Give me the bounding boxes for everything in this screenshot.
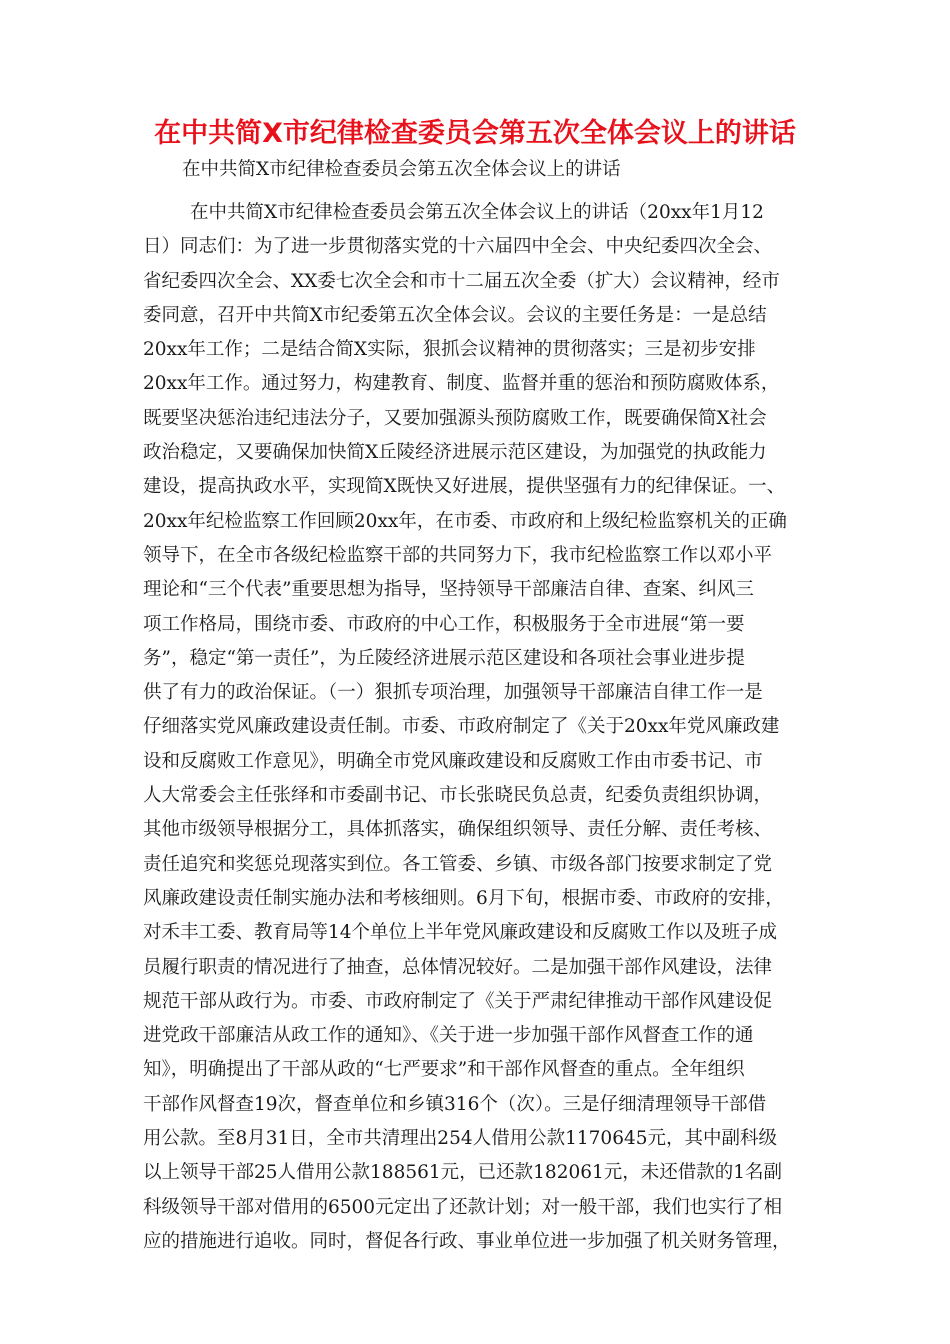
body-line: 知》，明确提出了干部从政的“七严要求”和干部作风督查的重点。全年组织 [143,1059,745,1081]
body-line: 省纪委四次全会、XX委七次全会和市十二届五次全委（扩大）会议精神，经市 [143,270,780,292]
body-line: 进党政干部廉洁从政工作的通知》、《关于进一步加强干部作风督查工作的通 [143,1025,754,1047]
body-line: 20xx年工作；二是结合简X实际，狠抓会议精神的贯彻落实；三是初步安排 [143,339,756,361]
body-line: 项工作格局，围绕市委、市政府的中心工作，积极服务于全市进展“第一要 [143,613,745,635]
body-line: 日）同志们：为了进一步贯彻落实党的十六届四中全会、中央纪委四次全会、 [143,236,773,258]
body-line: 其他市级领导根据分工，具体抓落实，确保组织领导、责任分解、责任考核、 [143,819,773,841]
body-line: 干部作风督查19次，督查单位和乡镇316个（次）。三是仔细清理领导干部借 [143,1093,767,1115]
body-line: 设和反腐败工作意见》，明确全市党风廉政建设和反腐败工作由市委书记、市 [143,750,763,772]
document-body [143,196,823,1259]
body-line: 供了有力的政治保证。（一）狠抓专项治理，加强领导干部廉洁自律工作一是 [143,682,763,704]
body-line: 对禾丰工委、教育局等14个单位上半年党风廉政建设和反腐败工作以及班子成 [143,922,778,944]
body-line: 20xx年纪检监察工作回顾20xx年，在市委、市政府和上级纪检监察机关的正确 [143,510,787,532]
body-line: 委同意，召开中共简X市纪委第五次全体会议。会议的主要任务是：一是总结 [143,304,767,326]
body-line: 规范干部从政行为。市委、市政府制定了《关于严肃纪律推动干部作风建设促 [143,990,773,1012]
body-line: 在中共简X市纪律检查委员会第五次全体会议上的讲话（20xx年1月12 [190,202,764,223]
body-line: 务”，稳定“第一责任”，为丘陵经济进展示范区建设和各项社会事业进步提 [143,647,745,669]
body-line: 用公款。至8月31日，全市共清理出254人借用公款1170645元，其中副科级 [143,1128,778,1150]
body-line: 风廉政建设责任制实施办法和考核细则。6月下旬，根据市委、市政府的安排， [143,887,784,909]
body-line: 建设，提高执政水平，实现简X既快又好进展，提供坚强有力的纪律保证。一、 [143,476,786,498]
body-line: 20xx年工作。通过努力，构建教育、制度、监督并重的惩治和预防腐败体系， [143,373,780,395]
body-line: 以上领导干部25人借用公款188561元，已还款182061元，未还借款的1名副 [143,1162,783,1184]
body-line: 政治稳定，又要确保加快简X丘陵经济进展示范区建设，为加强党的执政能力 [143,442,767,464]
document-subtitle: 在中共简X市纪律检查委员会第五次全体会议上的讲话 [182,159,621,180]
body-line: 领导下，在全市各级纪检监察干部的共同努力下，我市纪检监察工作以邓小平 [143,544,773,566]
body-line: 仔细落实党风廉政建设责任制。市委、市政府制定了《关于20xx年党风廉政建 [143,716,780,738]
body-line: 人大常委会主任张绎和市委副书记、市长张晓民负总责，纪委负责组织协调， [143,785,773,807]
document-title: 在中共简X市纪律检查委员会第五次全体会议上的讲话 [154,118,796,149]
body-line: 员履行职责的情况进行了抽查，总体情况较好。二是加强干部作风建设，法律 [143,956,773,978]
body-line: 科级领导干部对借用的6500元定出了还款计划；对一般干部，我们也实行了相 [143,1196,783,1218]
body-line: 理论和“三个代表”重要思想为指导，坚持领导干部廉洁自律、查案、纠风三 [143,579,754,601]
body-line: 既要坚决惩治违纪违法分子，又要加强源头预防腐败工作，既要确保简X社会 [143,407,767,429]
body-line: 应的措施进行追收。同时，督促各行政、事业单位进一步加强了机关财务管理， [143,1230,791,1252]
body-line: 责任追究和奖惩兑现落实到位。各工管委、乡镇、市级各部门按要求制定了党 [143,853,773,875]
